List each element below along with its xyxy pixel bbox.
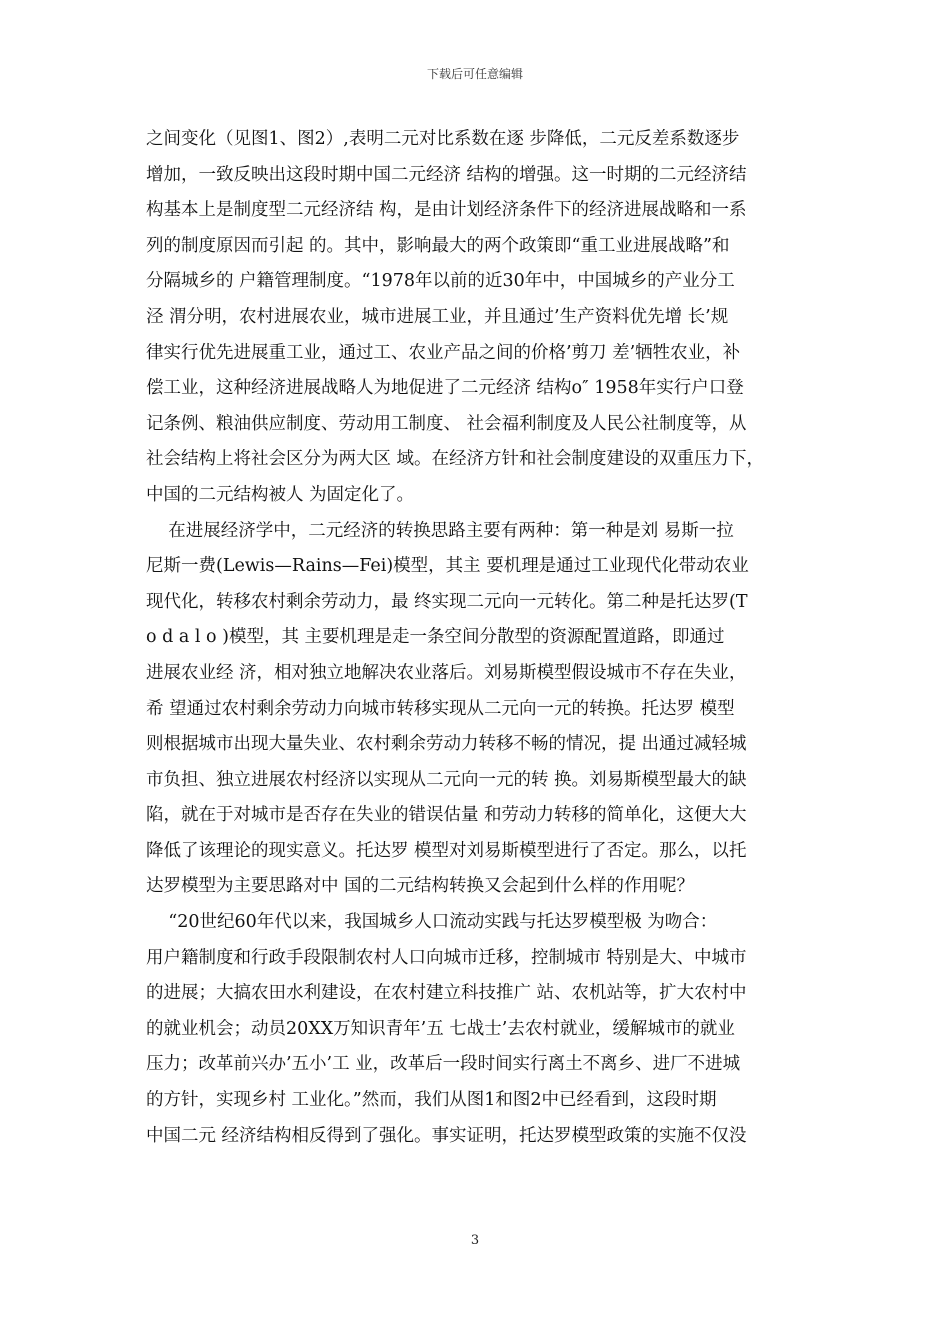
body-line: 现代化，转移农村剩余劳动力，最 终实现二元向一元转化。第二种是托达罗(T	[146, 591, 748, 612]
body-line: 偿工业，这种经济进展战略人为地促进了二元经济 结构o″ 1958年实行户口登	[146, 378, 744, 399]
body-line: “20世纪60年代以来，我国城乡人口流动实践与托达罗模型极 为吻合：	[146, 912, 718, 933]
page-number: 3	[470, 1233, 480, 1248]
body-line: 的方针，实现乡村 工业化。”然而，我们从图1和图2中已经看到，这段时期	[146, 1090, 717, 1111]
body-line: 列的制度原因而引起 的。其中，影响最大的两个政策即“重工业进展战略”和	[146, 235, 730, 256]
body-line: 增加，一致反映出这段时期中国二元经济 结构的增强。这一时期的二元经济结	[146, 164, 747, 185]
body-line: 降低了该理论的现实意义。托达罗 模型对刘易斯模型进行了否定。那么，以托	[146, 840, 747, 861]
body-line: 则根据城市出现大量失业、农村剩余劳动力转移不畅的情况，提 出通过减轻城	[146, 734, 747, 755]
body-line: 进展农业经 济，相对独立地解决农业落后。刘易斯模型假设城市不存在失业，	[146, 662, 747, 683]
document-body	[146, 122, 826, 1154]
body-line: 分隔城乡的 户籍管理制度。“1978年以前的近30年中，中国城乡的产业分工	[146, 271, 735, 292]
body-line: 的就业机会；动员20XX万知识青年’五 七战士’去农村就业，缓解城市的就业	[146, 1018, 735, 1039]
body-line: 市负担、独立进展农村经济以实现从二元向一元的转 换。刘易斯模型最大的缺	[146, 769, 747, 790]
page-header: 下载后可任意编辑	[426, 67, 523, 81]
body-line: 律实行优先进展重工业，通过工、农业产品之间的价格’剪刀 差’牺牲农业，补	[146, 342, 741, 363]
body-line: 的进展；大搞农田水利建设，在农村建立科技推广 站、农机站等，扩大农村中	[146, 983, 747, 1004]
body-line: 泾 渭分明，农村进展农业，城市进展工业，并且通过’生产资料优先增 长’规	[146, 306, 729, 327]
body-line: 之间变化（见图1、图2）,表明二元对比系数在逐 步降低，二元反差系数逐步	[146, 129, 740, 149]
body-line: 陷，就在于对城市是否存在失业的错误估量 和劳动力转移的简单化，这便大大	[146, 805, 747, 826]
body-line: 在进展经济学中，二元经济的转换思路主要有两种：第一种是刘 易斯一拉	[146, 520, 734, 541]
body-line: 尼斯一费(Lewis—Rains—Fei)模型，其主 要机理是通过工业现代化带动农业	[146, 556, 749, 577]
body-line: 达罗模型为主要思路对中 国的二元结构转换又会起到什么样的作用呢？	[146, 876, 695, 897]
body-line: 压力；改革前兴办’五小’工 业，改革后一段时间实行离土不离乡、进厂不进城	[146, 1054, 741, 1075]
body-line: 中国的二元结构被人 为固定化了。	[146, 484, 415, 505]
body-line: 记条例、粮油供应制度、劳动用工制度、 社会福利制度及人民公社制度等，从	[146, 413, 747, 434]
body-line: o d a l o )模型，其 主要机理是走一条空间分散型的资源配置道路，即通过	[146, 627, 725, 648]
body-line: 用户籍制度和行政手段限制农村人口向城市迁移，控制城市 特别是大、中城市	[146, 947, 747, 968]
body-line: 中国二元 经济结构相反得到了强化。事实证明，托达罗模型政策的实施不仅没	[146, 1125, 747, 1146]
body-line: 希 望通过农村剩余劳动力向城市转移实现从二元向一元的转换。托达罗 模型	[146, 698, 735, 719]
body-line: 社会结构上将社会区分为两大区 域。在经济方针和社会制度建设的双重压力下，	[146, 449, 765, 470]
body-line: 构基本上是制度型二元经济结 构，是由计划经济条件下的经济进展战略和一系	[146, 200, 747, 221]
